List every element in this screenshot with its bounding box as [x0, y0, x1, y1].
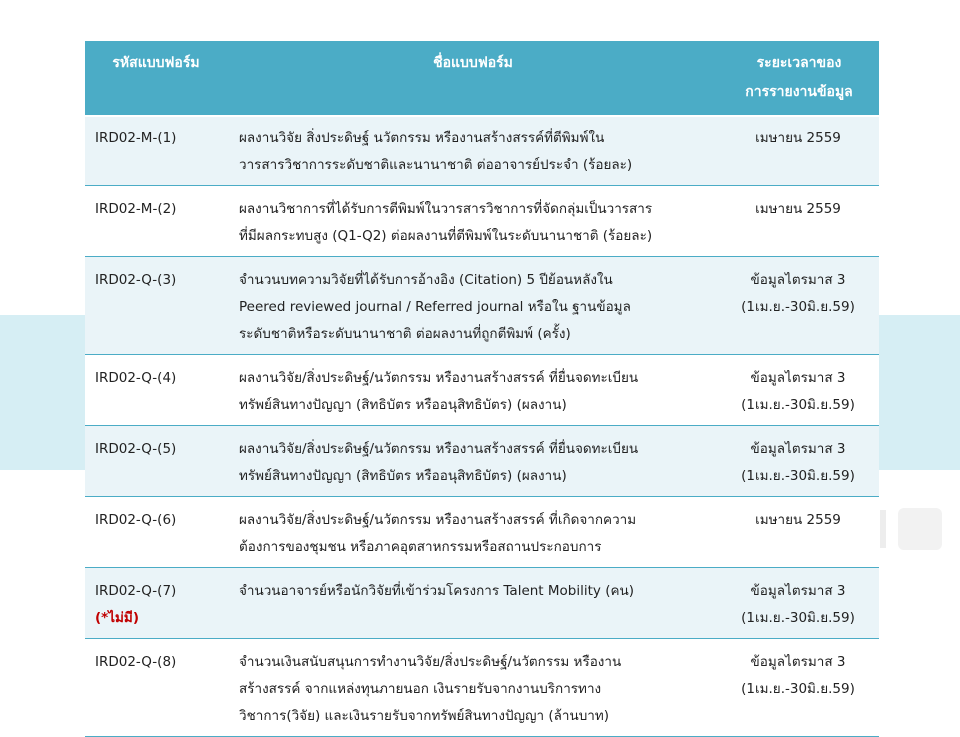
period-line: (1เม.ย.-30มิ.ย.59): [741, 397, 855, 413]
report-period: [719, 186, 879, 257]
report-period: [719, 568, 879, 639]
report-period: [719, 639, 879, 737]
period-line: ข้อมูลไตรมาส 3: [750, 441, 846, 457]
period-line: ข้อมูลไตรมาส 3: [750, 272, 846, 288]
period-line: เมษายน 2559: [755, 201, 841, 217]
report-period: [719, 257, 879, 355]
background-tab-edge: [880, 510, 886, 548]
form-code-text: IRD02-M-(2): [95, 201, 177, 217]
form-name: [227, 568, 719, 639]
form-name: [227, 639, 719, 737]
form-name-line: จำนวนบทความวิจัยที่ได้รับการอ้างอิง (Citation) 5 ปีย้อนหลังใน: [239, 272, 613, 288]
table-row: [85, 257, 879, 355]
header-form-code: รหัสแบบฟอร์ม: [85, 41, 227, 116]
table-row: [85, 568, 879, 639]
form-name-line: ที่มีผลกระทบสูง (Q1-Q2) ต่อผลงานที่ตีพิมพ์ในระดับนานาชาติ (ร้อยละ): [239, 228, 653, 244]
form-name-line: ผลงานวิจัย/สิ่งประดิษฐ์/นวัตกรรม หรืองานสร้างสรรค์ ที่ยื่นจดทะเบียน: [239, 441, 639, 457]
period-line: (1เม.ย.-30มิ.ย.59): [741, 468, 855, 484]
form-code: [85, 186, 227, 257]
form-name: [227, 497, 719, 568]
form-code-text: IRD02-Q-(3): [95, 272, 177, 288]
form-name-line: ทรัพย์สินทางปัญญา (สิทธิบัตร หรืออนุสิทธิบัตร) (ผลงาน): [239, 397, 567, 413]
form-code: [85, 426, 227, 497]
report-period: [719, 497, 879, 568]
period-line: เมษายน 2559: [755, 512, 841, 528]
table-row: [85, 186, 879, 257]
form-code-text: IRD02-Q-(7): [95, 583, 177, 599]
form-name-line: Peered reviewed journal / Referred journal หรือใน ฐานข้อมูล: [239, 299, 631, 315]
form-name-line: วิชาการ(วิจัย) และเงินรายรับจากทรัพย์สินทางปัญญา (ล้านบาท): [239, 708, 610, 724]
table-header-row: [85, 41, 879, 116]
form-code-text: IRD02-Q-(4): [95, 370, 177, 386]
form-name: [227, 257, 719, 355]
period-line: เมษายน 2559: [755, 130, 841, 146]
header-form-name: ชื่อแบบฟอร์ม: [227, 41, 719, 116]
table-row: [85, 639, 879, 737]
form-name-line: ผลงานวิชาการที่ได้รับการตีพิมพ์ในวารสารวิชาการที่จัดกลุ่มเป็นวารสาร: [239, 201, 653, 217]
table-row: [85, 355, 879, 426]
form-code-text: IRD02-M-(1): [95, 130, 177, 146]
period-line: ข้อมูลไตรมาส 3: [750, 583, 846, 599]
form-name: [227, 186, 719, 257]
report-period: [719, 355, 879, 426]
period-line: (1เม.ย.-30มิ.ย.59): [741, 299, 855, 315]
form-code-text: IRD02-Q-(5): [95, 441, 177, 457]
form-name: [227, 355, 719, 426]
form-code: [85, 497, 227, 568]
table-row: [85, 116, 879, 186]
period-line: ข้อมูลไตรมาส 3: [750, 370, 846, 386]
form-name-line: ผลงานวิจัย/สิ่งประดิษฐ์/นวัตกรรม หรืองานสร้างสรรค์ ที่เกิดจากความ: [239, 512, 637, 528]
form-name: [227, 116, 719, 186]
form-name-line: จำนวนอาจารย์หรือนักวิจัยที่เข้าร่วมโครงการ Talent Mobility (คน): [239, 583, 634, 599]
form-name-line: ต้องการของชุมชน หรือภาคอุตสาหกรรมหรือสถานประกอบการ: [239, 539, 602, 555]
form-code: [85, 568, 227, 639]
period-line: (1เม.ย.-30มิ.ย.59): [741, 610, 855, 626]
form-name-line: จำนวนเงินสนับสนุนการทำงานวิจัย/สิ่งประดิษฐ์/นวัตกรรม หรืองาน: [239, 654, 622, 670]
form-code-text: IRD02-Q-(6): [95, 512, 177, 528]
header-report-period: [719, 41, 879, 116]
table-row: [85, 497, 879, 568]
form-name-line: สร้างสรรค์ จากแหล่งทุนภายนอก เงินรายรับจากงานบริการทาง: [239, 681, 602, 697]
report-forms-table: [85, 41, 879, 737]
header-period-line: การรายงานข้อมูล: [745, 84, 853, 100]
form-code: [85, 355, 227, 426]
header-period-line: ระยะเวลาของ: [756, 55, 842, 71]
report-period: [719, 116, 879, 186]
background-tab: [898, 508, 942, 550]
period-line: (1เม.ย.-30มิ.ย.59): [741, 681, 855, 697]
form-code-text: IRD02-Q-(8): [95, 654, 177, 670]
form-code: [85, 116, 227, 186]
table-row: [85, 426, 879, 497]
report-period: [719, 426, 879, 497]
form-name-line: ผลงานวิจัย/สิ่งประดิษฐ์/นวัตกรรม หรืองานสร้างสรรค์ ที่ยื่นจดทะเบียน: [239, 370, 639, 386]
form-name-line: ผลงานวิจัย สิ่งประดิษฐ์ นวัตกรรม หรืองานสร้างสรรค์ที่ตีพิมพ์ใน: [239, 130, 605, 146]
form-name-line: ทรัพย์สินทางปัญญา (สิทธิบัตร หรืออนุสิทธิบัตร) (ผลงาน): [239, 468, 567, 484]
form-code: [85, 257, 227, 355]
not-available-note: (*ไม่มี): [95, 610, 139, 626]
form-code: [85, 639, 227, 737]
form-name-line: วารสารวิชาการระดับชาติและนานาชาติ ต่ออาจารย์ประจำ (ร้อยละ): [239, 157, 633, 173]
period-line: ข้อมูลไตรมาส 3: [750, 654, 846, 670]
form-name: [227, 426, 719, 497]
form-name-line: ระดับชาติหรือระดับนานาชาติ ต่อผลงานที่ถูกตีพิมพ์ (ครั้ง): [239, 326, 571, 342]
